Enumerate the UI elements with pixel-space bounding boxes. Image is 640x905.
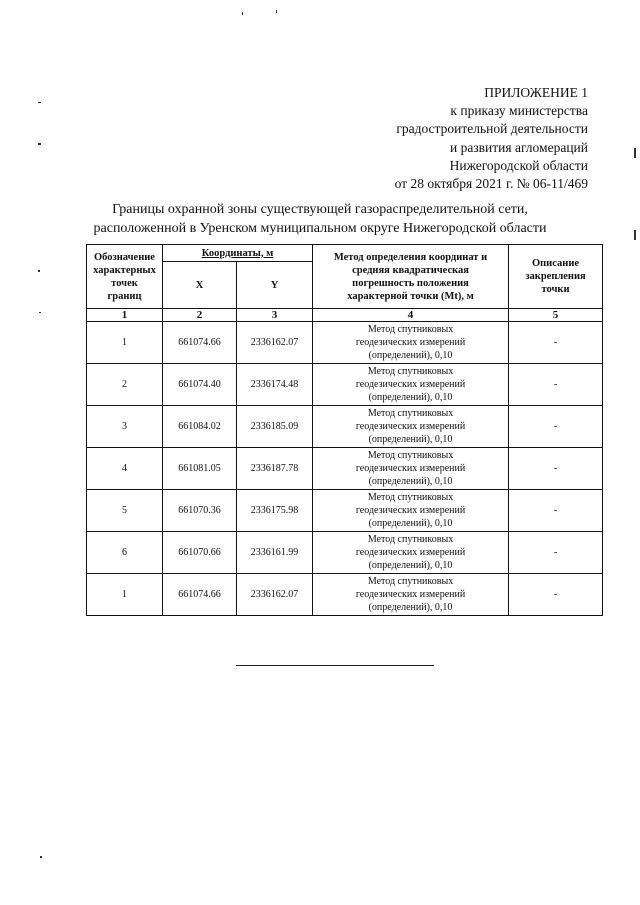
table-header-row (87, 245, 603, 262)
header-description: Описание закрепления точки (509, 245, 603, 309)
x-coordinate-cell: 661070.66 (163, 532, 237, 574)
point-number-cell: 4 (87, 448, 163, 490)
appendix-line: к приказу министерства (450, 103, 588, 119)
appendix-line: и развития агломераций (449, 139, 588, 155)
method-line: Метод спутниковых (367, 408, 454, 419)
title-line: Границы охранной зоны существующей газораспределительной сети, (112, 202, 528, 217)
scan-speck (634, 148, 636, 158)
table-row (87, 490, 603, 532)
table-row (87, 322, 603, 364)
scan-speck (276, 10, 277, 13)
point-number-cell: 1 (87, 574, 163, 616)
method-line: (определений), 0,10 (368, 350, 453, 361)
description-cell: - (509, 490, 603, 532)
x-coordinate-cell: 661070.36 (163, 490, 237, 532)
method-cell (313, 322, 509, 364)
method-cell (313, 574, 509, 616)
description-cell: - (509, 448, 603, 490)
y-coordinate-cell: 2336161.99 (237, 532, 313, 574)
method-line: (определений), 0,10 (368, 434, 453, 445)
column-number: 1 (87, 309, 163, 322)
point-number-cell: 2 (87, 364, 163, 406)
y-coordinate-cell: 2336174.48 (237, 364, 313, 406)
appendix-line: ПРИЛОЖЕНИЕ 1 (484, 85, 588, 100)
header-x: X (163, 262, 237, 309)
point-number-cell: 6 (87, 532, 163, 574)
column-number: 4 (313, 309, 509, 322)
header-coordinates: Координаты, м (163, 245, 313, 262)
y-coordinate-cell: 2336175.98 (237, 490, 313, 532)
scan-speck (634, 230, 636, 240)
method-line: (определений), 0,10 (368, 392, 453, 403)
method-line: Метод спутниковых (367, 576, 454, 587)
column-number: 5 (509, 309, 603, 322)
scan-speck (242, 12, 243, 15)
y-coordinate-cell: 2336187.78 (237, 448, 313, 490)
method-line: Метод спутниковых (367, 366, 454, 377)
table-row (87, 532, 603, 574)
y-coordinate-cell: 2336185.09 (237, 406, 313, 448)
table-row (87, 406, 603, 448)
method-cell (313, 364, 509, 406)
appendix-line: от 28 октября 2021 г. № 06-11/469 (394, 176, 588, 192)
method-line: (определений), 0,10 (368, 602, 453, 613)
description-cell: - (509, 532, 603, 574)
scan-speck (40, 856, 42, 858)
x-coordinate-cell: 661081.05 (163, 448, 237, 490)
method-line: Метод спутниковых (367, 450, 454, 461)
description-cell: - (509, 364, 603, 406)
table-row (87, 364, 603, 406)
method-cell (313, 448, 509, 490)
y-coordinate-cell: 2336162.07 (237, 322, 313, 364)
x-coordinate-cell: 661074.40 (163, 364, 237, 406)
method-cell (313, 490, 509, 532)
point-number-cell: 3 (87, 406, 163, 448)
scan-speck (39, 312, 41, 313)
x-coordinate-cell: 661084.02 (163, 406, 237, 448)
x-coordinate-cell: 661074.66 (163, 322, 237, 364)
method-line: геодезических измерений (355, 421, 466, 432)
header-point-designation: Обозначение характерных точек границ (87, 245, 163, 309)
method-line: (определений), 0,10 (368, 476, 453, 487)
scan-speck (38, 270, 40, 272)
description-cell: - (509, 406, 603, 448)
column-number: 3 (237, 309, 313, 322)
method-line: Метод спутниковых (367, 324, 454, 335)
scan-speck (38, 102, 41, 103)
title-line: расположенной в Уренском муниципальном округе Нижегородской области (93, 220, 547, 236)
method-line: геодезических измерений (355, 463, 466, 474)
column-number-row (87, 309, 603, 322)
appendix-header (288, 84, 588, 193)
description-cell: - (509, 574, 603, 616)
appendix-line: Нижегородской области (449, 157, 588, 173)
header-y: Y (237, 262, 313, 309)
column-number: 2 (163, 309, 237, 322)
x-coordinate-cell: 661074.66 (163, 574, 237, 616)
document-title (60, 201, 580, 238)
method-line: (определений), 0,10 (368, 560, 453, 571)
header-method: Метод определения координат и средняя квадратическая погрешность положения характерной точки (Mt), м (313, 245, 509, 309)
method-line: геодезических измерений (355, 589, 466, 600)
closing-rule (236, 665, 434, 666)
method-line: геодезических измерений (355, 337, 466, 348)
scan-speck (38, 143, 41, 145)
coordinates-table (86, 244, 603, 616)
method-line: Метод спутниковых (367, 492, 454, 503)
y-coordinate-cell: 2336162.07 (237, 574, 313, 616)
appendix-line: градостроительной деятельности (396, 121, 588, 137)
method-line: Метод спутниковых (367, 534, 454, 545)
point-number-cell: 1 (87, 322, 163, 364)
method-line: геодезических измерений (355, 505, 466, 516)
description-cell: - (509, 322, 603, 364)
method-line: (определений), 0,10 (368, 518, 453, 529)
point-number-cell: 5 (87, 490, 163, 532)
method-cell (313, 532, 509, 574)
method-line: геодезических измерений (355, 379, 466, 390)
method-line: геодезических измерений (355, 547, 466, 558)
method-cell (313, 406, 509, 448)
table-row (87, 574, 603, 616)
table-row (87, 448, 603, 490)
